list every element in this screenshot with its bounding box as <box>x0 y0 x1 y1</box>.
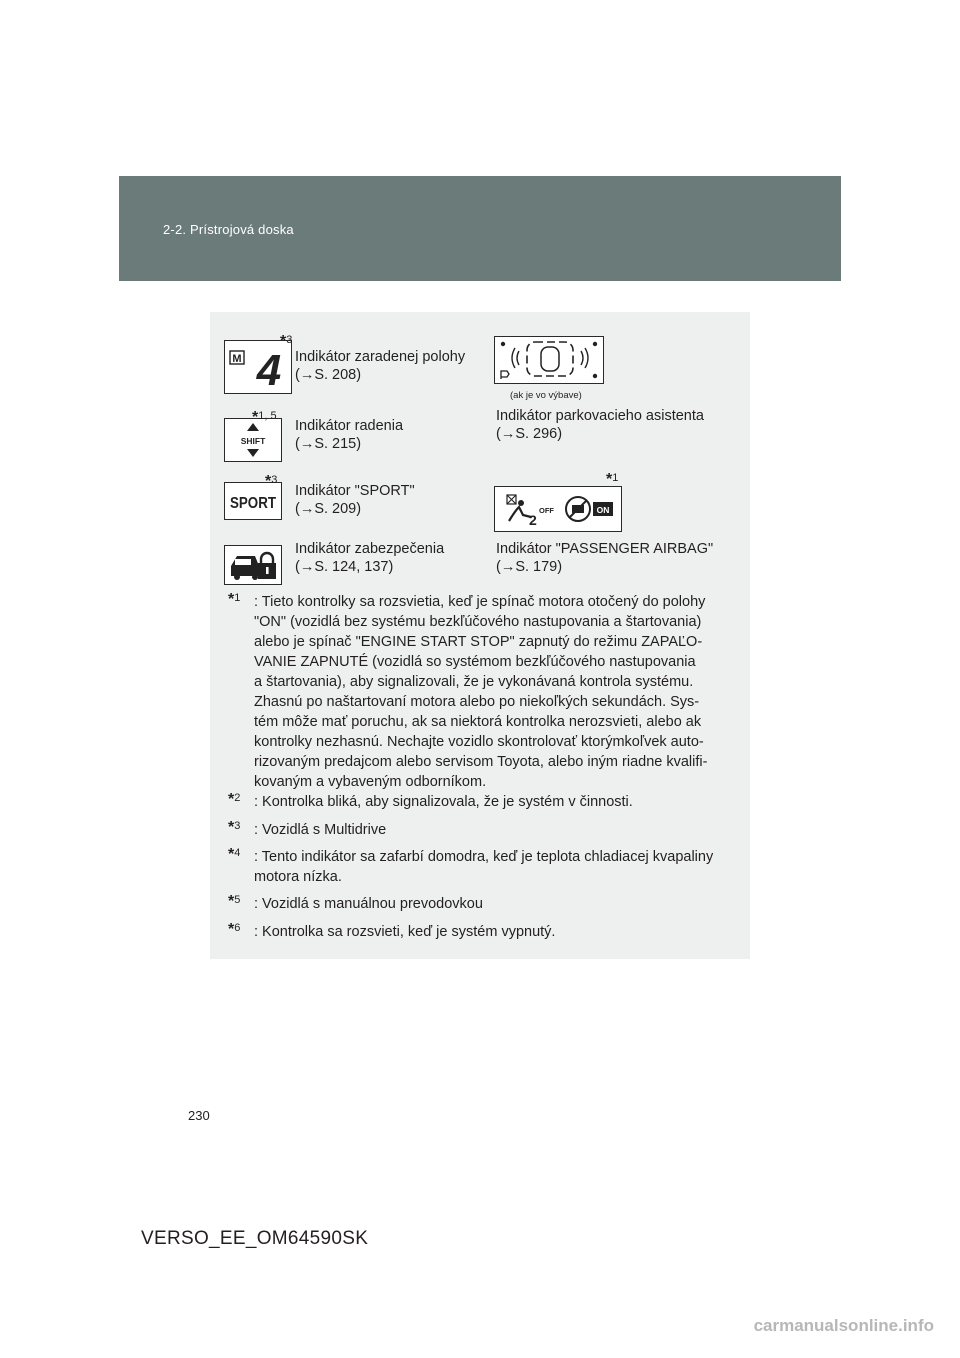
footnote-6-marker: *6 <box>228 921 241 938</box>
security-car-lock-icon <box>224 545 282 585</box>
footnote-6: *6 : Kontrolka sa rozsvieti, keď je systém vypnutý. <box>228 922 728 942</box>
marker-sport: *3 <box>265 473 278 490</box>
section-title: 2-2. Prístrojová doska <box>163 222 294 237</box>
gear-m-letter: M <box>232 353 242 365</box>
footnote-3: *3 : Vozidlá s Multidrive <box>228 820 728 840</box>
parking-assist-icon <box>494 336 604 384</box>
airbag-off-text: OFF <box>539 506 554 515</box>
page-number: 230 <box>188 1108 210 1123</box>
footnote-3-marker: *3 <box>228 819 241 836</box>
footnote-5: *5 : Vozidlá s manuálnou prevodovkou <box>228 894 728 914</box>
marker-airbag: *1 <box>606 471 619 488</box>
sport-text: SPORT <box>230 495 277 512</box>
section-header-bar <box>119 176 841 281</box>
shift-text: SHIFT <box>240 436 266 446</box>
sport-label: Indikátor "SPORT" (→S. 209) <box>295 483 415 517</box>
marker-shift: *1, 5 <box>252 409 277 426</box>
watermark: carmanualsonline.info <box>753 1316 934 1335</box>
gear-digit: 4 <box>256 346 282 393</box>
footnote-1: *1 : Tieto kontrolky sa rozsvietia, keď je spínač motora otočený do polohy "ON" (vozidlá bez systému bezkľúčového nastupovania a štartovania) alebo je spínač "ENGINE START STOP" zapnutý do režimu ZAPAĽO- VANIE ZAPNUTÉ (vozidlá so systémom bezkľúčového nastupovania a štartovania), aby signalizovali, že je vykonávaná kontrola systému. Zhasnú po naštartovaní motora alebo po niekoľkých sekundách. Sys- tém môže mať poruchu, ak sa niektorá kontrolka nerozsvieti, alebo ak kontrolky nezhasnú. Nechajte vozidlo skontrolovať ktorýmkoľvek auto- rizovaným predajcom alebo servisom Toyota, alebo iným riadne kvalifi- kovaným a vybaveným odborníkom. <box>228 592 728 792</box>
airbag-digit: 2 <box>529 512 537 528</box>
shift-label: Indikátor radenia (→S. 215) <box>295 418 404 452</box>
footnote-2-marker: *2 <box>228 791 241 808</box>
footnote-4: *4 : Tento indikátor sa zafarbí domodra, keď je teplota chladiacej kvapaliny motora nízka. <box>228 847 728 887</box>
footnote-5-marker: *5 <box>228 893 241 910</box>
marker-gear: *3 <box>280 333 293 350</box>
footnote-2: *2 : Kontrolka bliká, aby signalizovala, že je systém v činnosti. <box>228 792 728 812</box>
footnote-4-marker: *4 <box>228 846 241 863</box>
security-label: Indikátor zabezpečenia (→S. 124, 137) <box>295 541 445 575</box>
indicator-panel <box>210 312 750 959</box>
airbag-on-text: ON <box>596 505 610 515</box>
footnote-1-marker: *1 <box>228 591 241 608</box>
passenger-airbag-icon <box>494 486 622 532</box>
parking-note: (ak je vo výbave) <box>510 390 582 401</box>
passenger-airbag-label: Indikátor "PASSENGER AIRBAG" (→S. 179) <box>496 541 714 575</box>
gear-position-label: Indikátor zaradenej polohy (→S. 208) <box>295 349 466 383</box>
document-code: VERSO_EE_OM64590SK <box>141 1228 369 1249</box>
parking-assist-label: Indikátor parkovacieho asistenta (→S. 296) <box>496 408 704 442</box>
